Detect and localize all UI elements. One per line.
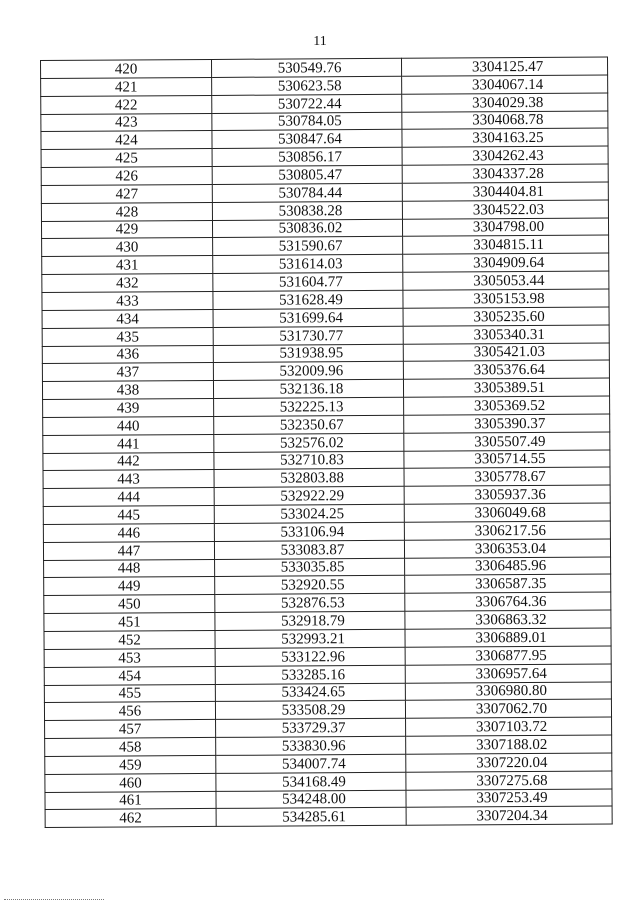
y-coordinate-cell: 3304068.78 xyxy=(402,111,608,130)
y-coordinate-cell: 3307275.68 xyxy=(406,771,612,790)
y-coordinate-cell: 3304522.03 xyxy=(402,200,608,219)
x-coordinate-cell: 532710.83 xyxy=(214,451,404,470)
y-coordinate-cell: 3305507.49 xyxy=(404,432,610,451)
point-number-cell: 455 xyxy=(44,684,215,703)
y-coordinate-cell: 3304067.14 xyxy=(402,75,608,94)
point-number-cell: 432 xyxy=(42,274,213,293)
y-coordinate-cell: 3304125.47 xyxy=(401,57,607,76)
x-coordinate-cell: 532136.18 xyxy=(213,379,403,398)
x-coordinate-cell: 530623.58 xyxy=(212,76,402,95)
point-number-cell: 443 xyxy=(43,470,214,489)
y-coordinate-cell: 3304798.00 xyxy=(402,218,608,237)
y-coordinate-cell: 3306889.01 xyxy=(405,628,611,647)
point-number-cell: 421 xyxy=(41,77,212,96)
x-coordinate-cell: 531938.95 xyxy=(213,344,403,363)
point-number-cell: 453 xyxy=(44,648,215,667)
y-coordinate-cell: 3307253.49 xyxy=(406,789,612,808)
y-coordinate-cell: 3305389.51 xyxy=(403,378,609,397)
x-coordinate-cell: 530838.28 xyxy=(212,201,402,220)
x-coordinate-cell: 533830.96 xyxy=(216,736,406,755)
x-coordinate-cell: 530805.47 xyxy=(212,165,402,184)
point-number-cell: 425 xyxy=(41,149,212,168)
y-coordinate-cell: 3307204.34 xyxy=(406,806,612,825)
x-coordinate-cell: 530856.17 xyxy=(212,148,402,167)
y-coordinate-cell: 3305714.55 xyxy=(404,450,610,469)
point-number-cell: 420 xyxy=(41,59,212,78)
x-coordinate-cell: 533035.85 xyxy=(215,558,405,577)
x-coordinate-cell: 532876.53 xyxy=(215,594,405,613)
y-coordinate-cell: 3307220.04 xyxy=(406,753,612,772)
y-coordinate-cell: 3306217.56 xyxy=(404,521,610,540)
x-coordinate-cell: 530784.44 xyxy=(212,183,402,202)
point-number-cell: 441 xyxy=(43,434,214,453)
point-number-cell: 448 xyxy=(44,559,215,578)
point-number-cell: 436 xyxy=(42,345,213,364)
point-number-cell: 439 xyxy=(43,398,214,417)
y-coordinate-cell: 3306877.95 xyxy=(405,646,611,665)
point-number-cell: 444 xyxy=(43,488,214,507)
x-coordinate-cell: 532922.29 xyxy=(214,487,404,506)
x-coordinate-cell: 533729.37 xyxy=(216,718,406,737)
y-coordinate-cell: 3307103.72 xyxy=(406,717,612,736)
y-coordinate-cell: 3304909.64 xyxy=(403,253,609,272)
y-coordinate-cell: 3304163.25 xyxy=(402,128,608,147)
x-coordinate-cell: 534285.61 xyxy=(216,808,406,827)
y-coordinate-cell: 3306863.32 xyxy=(405,610,611,629)
y-coordinate-cell: 3306764.36 xyxy=(405,592,611,611)
point-number-cell: 451 xyxy=(44,613,215,632)
point-number-cell: 427 xyxy=(41,184,212,203)
x-coordinate-cell: 533024.25 xyxy=(214,504,404,523)
y-coordinate-cell: 3305390.37 xyxy=(404,414,610,433)
point-number-cell: 447 xyxy=(43,541,214,560)
y-coordinate-cell: 3304404.81 xyxy=(402,182,608,201)
y-coordinate-cell: 3306980.80 xyxy=(405,682,611,701)
y-coordinate-cell: 3304029.38 xyxy=(402,93,608,112)
point-number-cell: 461 xyxy=(45,791,216,810)
point-number-cell: 423 xyxy=(41,113,212,132)
x-coordinate-cell: 532576.02 xyxy=(214,433,404,452)
x-coordinate-cell: 531730.77 xyxy=(213,326,403,345)
y-coordinate-cell: 3305937.36 xyxy=(404,485,610,504)
x-coordinate-cell: 534007.74 xyxy=(216,754,406,773)
y-coordinate-cell: 3304262.43 xyxy=(402,146,608,165)
point-number-cell: 446 xyxy=(43,523,214,542)
point-number-cell: 437 xyxy=(42,363,213,382)
x-coordinate-cell: 530784.05 xyxy=(212,112,402,131)
y-coordinate-cell: 3304815.11 xyxy=(403,235,609,254)
x-coordinate-cell: 530836.02 xyxy=(212,219,402,238)
x-coordinate-cell: 531604.77 xyxy=(213,272,403,291)
x-coordinate-cell: 533285.16 xyxy=(215,665,405,684)
point-number-cell: 426 xyxy=(41,167,212,186)
x-coordinate-cell: 532803.88 xyxy=(214,469,404,488)
x-coordinate-cell: 531614.03 xyxy=(213,255,403,274)
y-coordinate-cell: 3307062.70 xyxy=(405,699,611,718)
point-number-cell: 456 xyxy=(44,702,215,721)
y-coordinate-cell: 3306353.04 xyxy=(404,539,610,558)
point-number-cell: 431 xyxy=(42,256,213,275)
footer-dotted-line xyxy=(4,899,104,900)
x-coordinate-cell: 532225.13 xyxy=(214,397,404,416)
y-coordinate-cell: 3307188.02 xyxy=(406,735,612,754)
y-coordinate-cell: 3305053.44 xyxy=(403,271,609,290)
coordinates-table xyxy=(40,57,613,829)
x-coordinate-cell: 533106.94 xyxy=(214,522,404,541)
table-row xyxy=(45,806,612,827)
y-coordinate-cell: 3305778.67 xyxy=(404,467,610,486)
point-number-cell: 458 xyxy=(45,738,216,757)
x-coordinate-cell: 532920.55 xyxy=(215,576,405,595)
point-number-cell: 422 xyxy=(41,95,212,114)
coordinates-table-body xyxy=(41,57,613,828)
y-coordinate-cell: 3305153.98 xyxy=(403,289,609,308)
point-number-cell: 424 xyxy=(41,131,212,150)
point-number-cell: 460 xyxy=(45,773,216,792)
point-number-cell: 438 xyxy=(42,381,213,400)
point-number-cell: 445 xyxy=(43,506,214,525)
y-coordinate-cell: 3305376.64 xyxy=(403,360,609,379)
point-number-cell: 440 xyxy=(43,416,214,435)
x-coordinate-cell: 534248.00 xyxy=(216,790,406,809)
x-coordinate-cell: 533424.65 xyxy=(215,683,405,702)
point-number-cell: 450 xyxy=(44,595,215,614)
y-coordinate-cell: 3306957.64 xyxy=(405,664,611,683)
point-number-cell: 430 xyxy=(42,238,213,257)
y-coordinate-cell: 3305235.60 xyxy=(403,307,609,326)
point-number-cell: 462 xyxy=(45,809,216,828)
x-coordinate-cell: 532993.21 xyxy=(215,629,405,648)
x-coordinate-cell: 530847.64 xyxy=(212,130,402,149)
x-coordinate-cell: 533508.29 xyxy=(215,701,405,720)
y-coordinate-cell: 3306485.96 xyxy=(405,557,611,576)
page-number: 11 xyxy=(313,34,327,49)
x-coordinate-cell: 533122.96 xyxy=(215,647,405,666)
x-coordinate-cell: 534168.49 xyxy=(216,772,406,791)
x-coordinate-cell: 531628.49 xyxy=(213,290,403,309)
y-coordinate-cell: 3305340.31 xyxy=(403,325,609,344)
point-number-cell: 435 xyxy=(42,327,213,346)
y-coordinate-cell: 3306587.35 xyxy=(405,574,611,593)
x-coordinate-cell: 532918.79 xyxy=(215,611,405,630)
y-coordinate-cell: 3305369.52 xyxy=(404,396,610,415)
x-coordinate-cell: 530549.76 xyxy=(211,58,401,77)
point-number-cell: 428 xyxy=(41,202,212,221)
x-coordinate-cell: 532350.67 xyxy=(214,415,404,434)
x-coordinate-cell: 531699.64 xyxy=(213,308,403,327)
x-coordinate-cell: 533083.87 xyxy=(214,540,404,559)
point-number-cell: 442 xyxy=(43,452,214,471)
point-number-cell: 434 xyxy=(42,309,213,328)
point-number-cell: 429 xyxy=(41,220,212,239)
y-coordinate-cell: 3304337.28 xyxy=(402,164,608,183)
point-number-cell: 454 xyxy=(44,666,215,685)
x-coordinate-cell: 532009.96 xyxy=(213,362,403,381)
x-coordinate-cell: 530722.44 xyxy=(212,94,402,113)
y-coordinate-cell: 3305421.03 xyxy=(403,343,609,362)
point-number-cell: 433 xyxy=(42,291,213,310)
x-coordinate-cell: 531590.67 xyxy=(213,237,403,256)
point-number-cell: 457 xyxy=(45,720,216,739)
point-number-cell: 459 xyxy=(45,755,216,774)
point-number-cell: 449 xyxy=(44,577,215,596)
y-coordinate-cell: 3306049.68 xyxy=(404,503,610,522)
point-number-cell: 452 xyxy=(44,630,215,649)
